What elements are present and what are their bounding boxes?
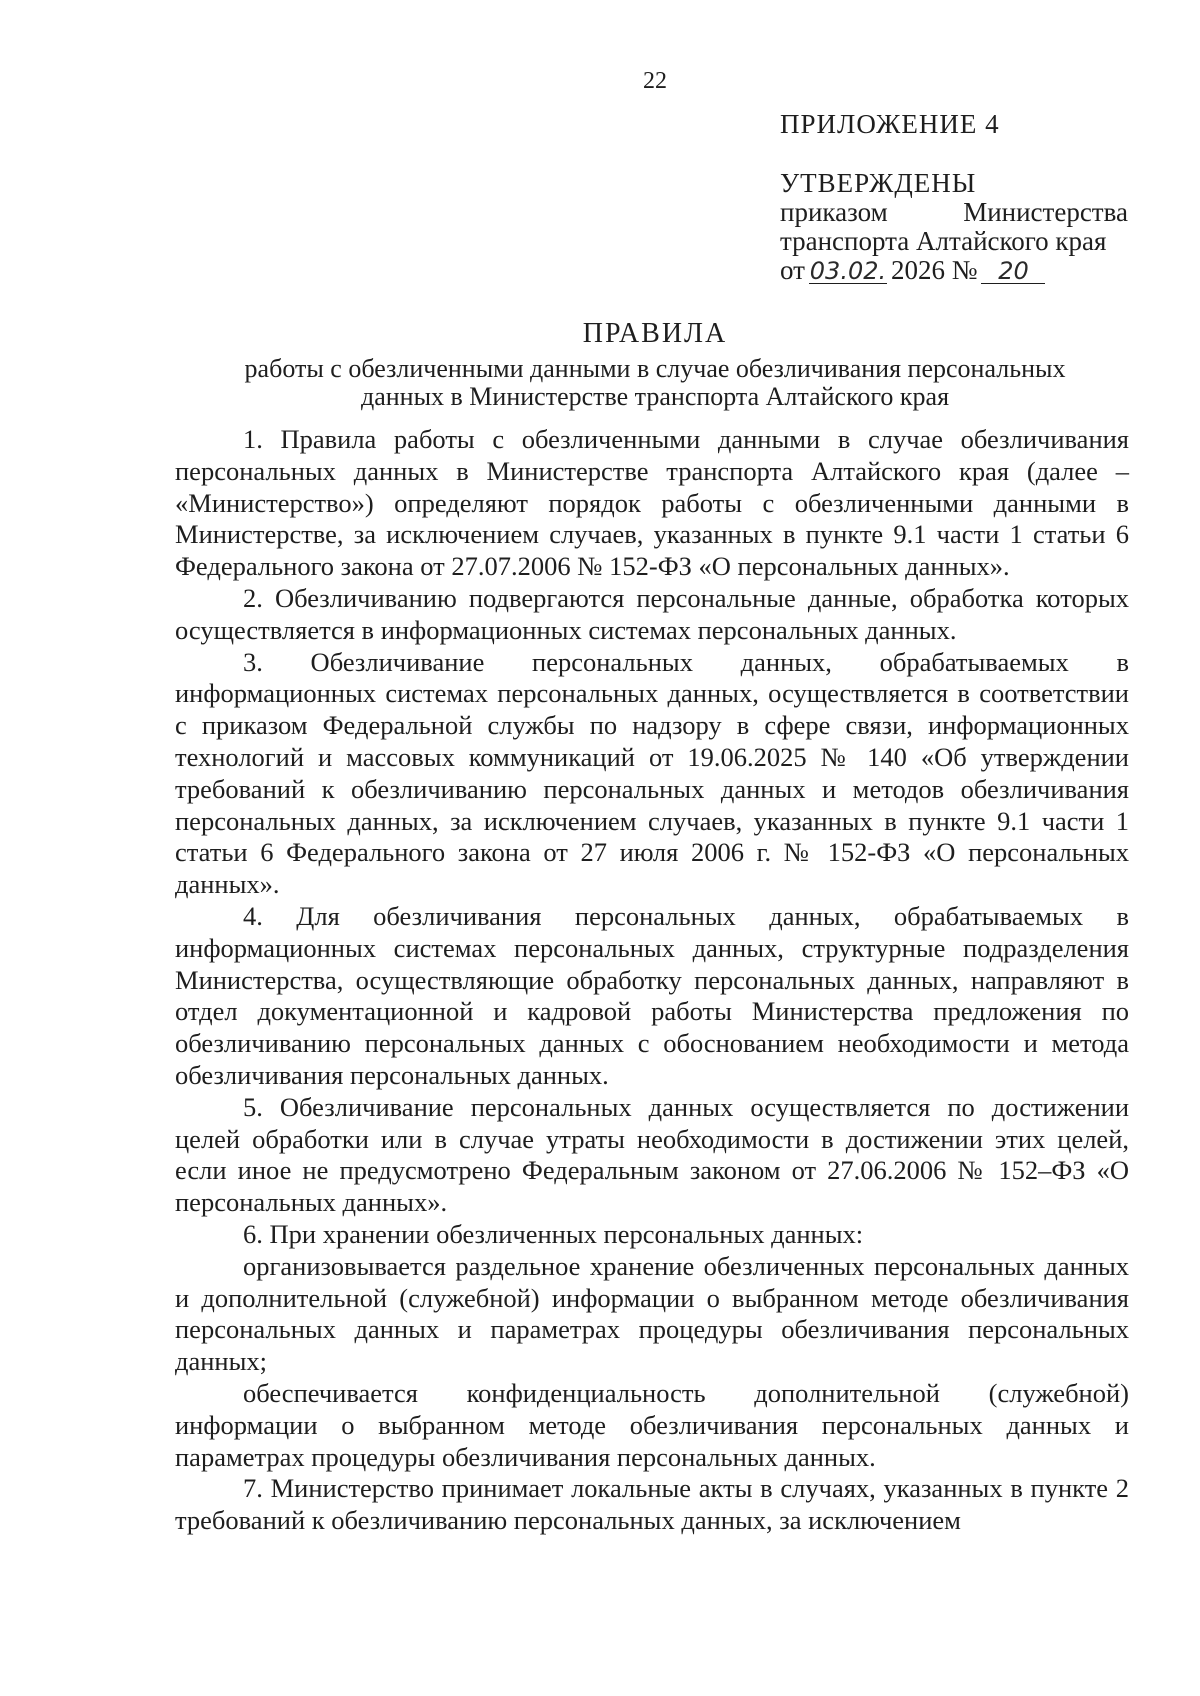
page-number: 22 (643, 68, 667, 94)
year-number-label: 2026 № (890, 255, 978, 285)
paragraph-1: 1. Правила работы с обезличенными данными в случае обезличивания персональных данных в Министерстве транспорта Алтайского края (далее – «Министерство») определяют порядок работы с обезличенными данными в Министерстве, за исключением случаев, указанных в пункте 9.1 части 1 статьи 6 Федерального закона от 27.07.2006 № 152-ФЗ «О персональных данных». (175, 424, 1129, 582)
paragraph-2: 2. Обезличиванию подвергаются персональные данные, обработка которых осуществляется в информационных системах персональных данных. (175, 582, 1129, 645)
document-body (175, 424, 1129, 1537)
date-line (780, 256, 1128, 285)
appendix-label: ПРИЛОЖЕНИЕ 4 (780, 109, 1000, 139)
ministry-name-line: транспорта Алтайского края (780, 226, 1107, 256)
paragraph-6-item-2: обеспечивается конфиденциальность дополнительной (служебной) информации о выбранном методе обезличивания персональных данных и параметрах процедуры обезличивания персональных данных. (175, 1377, 1129, 1472)
order-line (780, 198, 1128, 227)
paragraph-4: 4. Для обезличивания персональных данных, обрабатываемых в информационных системах персональных данных, структурные подразделения Министерства, осуществляющие обработку персональных данных, направляют в отдел документационной и кадровой работы Министерства предложения по обезличиванию персональных данных с обоснованием необходимости и метода обезличивания персональных данных. (175, 900, 1129, 1090)
approval-block (780, 110, 1128, 285)
paragraph-6: 6. При хранении обезличенных персональных данных: (243, 1218, 864, 1249)
document-subtitle: работы с обезличенными данными в случае обезличивания персональных данных в Министерстве транспорта Алтайского края (244, 354, 1066, 411)
order-word: приказом (780, 197, 888, 227)
approved-label: УТВЕРЖДЕНЫ (780, 168, 977, 198)
paragraph-5: 5. Обезличивание персональных данных осуществляется по достижении целей обработки или в случае утраты необходимости в достижении этих целей, если иное не предусмотрено Федеральным законом от 27.06.2006 № 152–ФЗ «О персональных данных». (175, 1091, 1129, 1218)
ministry-word: Министерства (963, 197, 1128, 227)
document-title: ПРАВИЛА (582, 318, 728, 349)
paragraph-7: 7. Министерство принимает локальные акты в случаях, указанных в пункте 2 требований к обезличиванию персональных данных, за исключением (175, 1473, 1129, 1536)
handwritten-number: 20 (981, 259, 1045, 284)
paragraph-6-item-1: организовывается раздельное хранение обезличенных персональных данных и дополнительной (служебной) информации о выбранном методе обезличивания персональных данных и параметрах процедуры обезличивания персональных данных; (175, 1250, 1129, 1377)
date-prefix: от (780, 255, 805, 285)
handwritten-date: 03.02. (809, 257, 887, 285)
paragraph-3: 3. Обезличивание персональных данных, обрабатываемых в информационных системах персональных данных, осуществляется в соответствии с приказом Федеральной службы по надзору в сфере связи, информационных технологий и массовых коммуникаций от 19.06.2025 № 140 «Об утверждении требований к обезличиванию персональных данных и методов обезличивания персональных данных, за исключением случаев, указанных в пункте 9.1 части 1 статьи 6 Федерального закона от 27 июля 2006 г. № 152-ФЗ «О персональных данных». (175, 646, 1129, 900)
